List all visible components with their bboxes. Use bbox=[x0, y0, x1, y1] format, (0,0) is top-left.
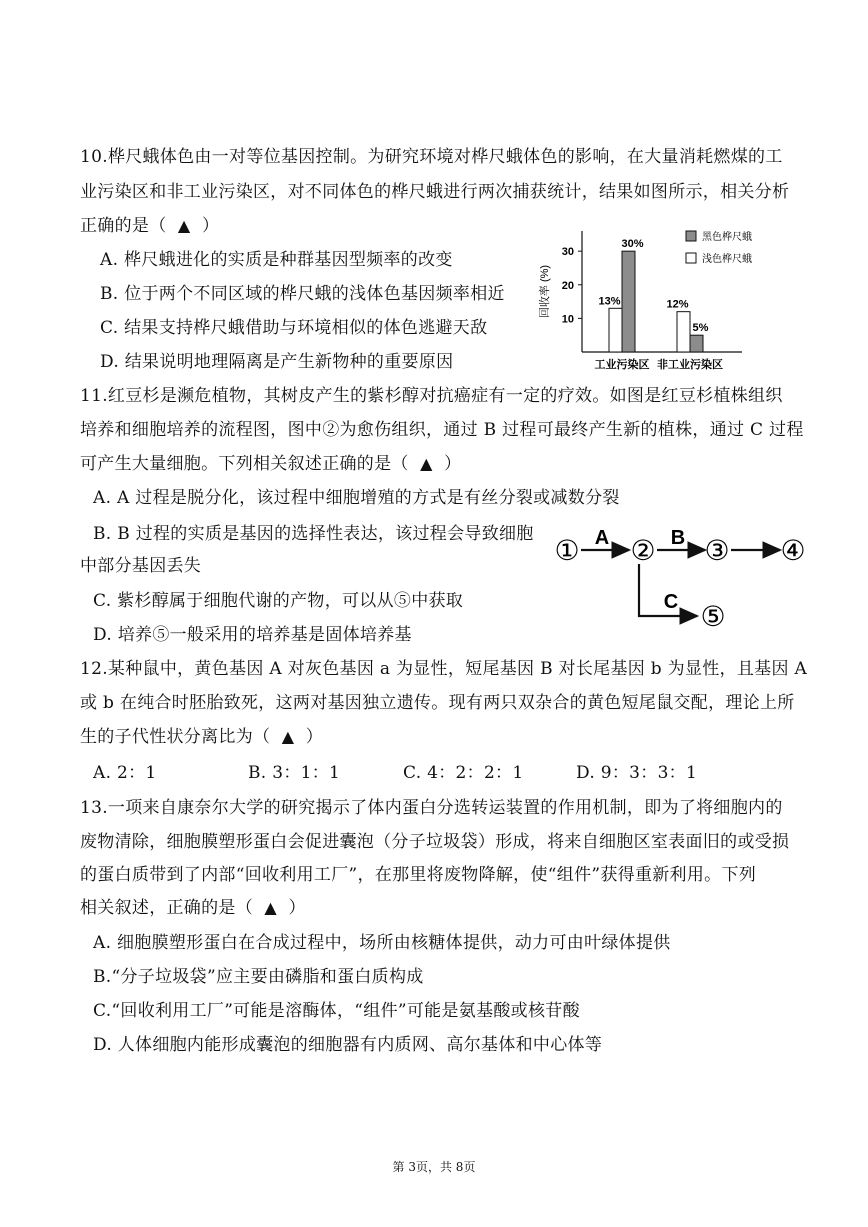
node-2: ② bbox=[630, 535, 656, 566]
node-1: ① bbox=[554, 535, 580, 566]
q10-stem-line2: 业污染区和非工业污染区，对不同体色的桦尺蛾进行两次捕获统计，结果如图所示，相关分析 bbox=[80, 182, 790, 202]
q10-stem-line3 bbox=[80, 215, 219, 237]
q12-stem-line3 bbox=[80, 726, 323, 748]
q12-option-d: D. 9：3：3：1 bbox=[576, 763, 698, 783]
q13-stem-line4 bbox=[80, 897, 306, 919]
capture-rate-bar-chart bbox=[530, 225, 770, 377]
q12-option-a: A. 2：1 bbox=[93, 763, 157, 783]
q11-stem-prefix: 可产生大量细胞。下列相关叙述正确的是（ bbox=[80, 454, 409, 474]
node-3: ③ bbox=[704, 535, 730, 566]
bar bbox=[609, 308, 622, 352]
x-tick-label: 工业污染区 bbox=[594, 359, 650, 371]
answer-triangle-icon: ▲ bbox=[420, 454, 433, 473]
q10-option-a: A. 桦尺蛾进化的实质是种群基因型频率的改变 bbox=[100, 250, 453, 270]
q10-stem-prefix: 正确的是（ bbox=[80, 216, 167, 236]
q13-option-c: C.“回收利用工厂”可能是溶酶体，“组件”可能是氨基酸或核苷酸 bbox=[93, 1001, 580, 1021]
data-label: 13% bbox=[598, 295, 621, 308]
answer-triangle-icon: ▲ bbox=[281, 727, 295, 746]
q13-option-a: A. 细胞膜塑形蛋白在合成过程中，场所由核糖体提供，动力可由叶绿体提供 bbox=[93, 933, 671, 953]
legend-label: 黑色桦尺蛾 bbox=[702, 232, 752, 243]
node-4: ④ bbox=[780, 535, 806, 566]
legend-swatch bbox=[686, 231, 696, 241]
answer-triangle-icon: ▲ bbox=[264, 898, 278, 917]
bar bbox=[677, 312, 690, 352]
q12-option-c: C. 4：2：2：1 bbox=[403, 763, 524, 783]
culture-flow-diagram bbox=[545, 520, 815, 632]
y-tick-label: 10 bbox=[561, 313, 574, 326]
y-tick-label: 30 bbox=[561, 246, 574, 259]
q13-stem-prefix: 相关叙述，正确的是（ bbox=[80, 898, 253, 918]
q13-option-d: D. 人体细胞内能形成囊泡的细胞器有内质网、高尔基体和中心体等 bbox=[93, 1035, 603, 1055]
q11-option-a: A. A 过程是脱分化，该过程中细胞增殖的方式是有丝分裂或减数分裂 bbox=[93, 488, 620, 508]
q11-option-b-line1: B. B 过程的实质是基因的选择性表达，该过程会导致细胞 bbox=[93, 524, 534, 544]
label-a: A bbox=[594, 527, 610, 549]
q10-option-c: C. 结果支持桦尺蛾借助与环境相似的体色逃避天敌 bbox=[100, 318, 488, 338]
q13-option-b: B.“分子垃圾袋”应主要由磷脂和蛋白质构成 bbox=[93, 967, 424, 987]
q11-stem-line3 bbox=[80, 453, 461, 475]
bar bbox=[622, 251, 635, 352]
q11-stem-line1: 11.红豆杉是濒危植物，其树皮产生的紫杉醇对抗癌症有一定的疗效。如图是红豆杉植株组织 bbox=[80, 386, 783, 406]
data-label: 12% bbox=[666, 298, 689, 311]
answer-triangle-icon: ▲ bbox=[177, 216, 191, 235]
q13-stem-line2: 废物清除，细胞膜塑形蛋白会促进囊泡（分子垃圾袋）形成，将来自细胞区室表面旧的或受损 bbox=[80, 832, 790, 852]
q11-stem-line2: 培养和细胞培养的流程图，图中②为愈伤组织，通过 B 过程可最终产生新的植株，通过 C 过程 bbox=[80, 420, 804, 440]
q10-option-d: D. 结果说明地理隔离是产生新物种的重要原因 bbox=[100, 352, 454, 372]
legend-label: 浅色桦尺蛾 bbox=[702, 254, 752, 265]
q11-option-b-line2: 中部分基因丢失 bbox=[80, 556, 202, 576]
q10-stem-suffix: ） bbox=[201, 216, 220, 236]
q12-stem-line2: 或 b 在纯合时胚胎致死，这两对基因独立遗传。现有两只双杂合的黄色短尾鼠交配，理论上所 bbox=[80, 693, 795, 713]
q12-stem-prefix: 生的子代性状分离比为（ bbox=[80, 727, 271, 747]
q12-option-b: B. 3：1：1 bbox=[248, 763, 341, 783]
q13-stem-line3: 的蛋白质带到了内部“回收利用工厂”，在那里将废物降解，使“组件”获得重新利用。下列 bbox=[80, 865, 757, 885]
q12-stem-suffix: ） bbox=[305, 727, 324, 747]
q12-stem-line1: 12.某种鼠中，黄色基因 A 对灰色基因 a 为显性，短尾基因 B 对长尾基因 b 为显性，且基因 A bbox=[80, 659, 808, 679]
legend-swatch bbox=[686, 253, 696, 263]
label-c: C bbox=[663, 591, 679, 613]
data-label: 30% bbox=[621, 238, 644, 251]
q10-option-b: B. 位于两个不同区域的桦尺蛾的浅体色基因频率相近 bbox=[100, 284, 505, 304]
q13-stem-line1: 13.一项来自康奈尔大学的研究揭示了体内蛋白分选转运装置的作用机制，即为了将细胞内的 bbox=[80, 798, 783, 818]
bar bbox=[690, 335, 703, 352]
q11-stem-suffix: ） bbox=[444, 454, 462, 474]
q11-option-c: C. 紫杉醇属于细胞代谢的产物，可以从⑤中获取 bbox=[93, 591, 464, 611]
data-label: 5% bbox=[692, 322, 709, 335]
q11-option-d: D. 培养⑤一般采用的培养基是固体培养基 bbox=[93, 625, 412, 645]
q10-stem-line1: 10.桦尺蛾体色由一对等位基因控制。为研究环境对桦尺蛾体色的影响，在大量消耗燃煤的工 bbox=[80, 147, 783, 167]
x-tick-label: 非工业污染区 bbox=[657, 359, 723, 371]
y-tick-label: 20 bbox=[561, 279, 574, 292]
y-axis-label: 回收率 (%) bbox=[539, 264, 551, 319]
node-5: ⑤ bbox=[700, 601, 726, 632]
label-b: B bbox=[670, 527, 686, 549]
q13-stem-suffix: ） bbox=[288, 898, 306, 918]
page-footer: 第 3页，共 8页 bbox=[392, 1160, 476, 1174]
